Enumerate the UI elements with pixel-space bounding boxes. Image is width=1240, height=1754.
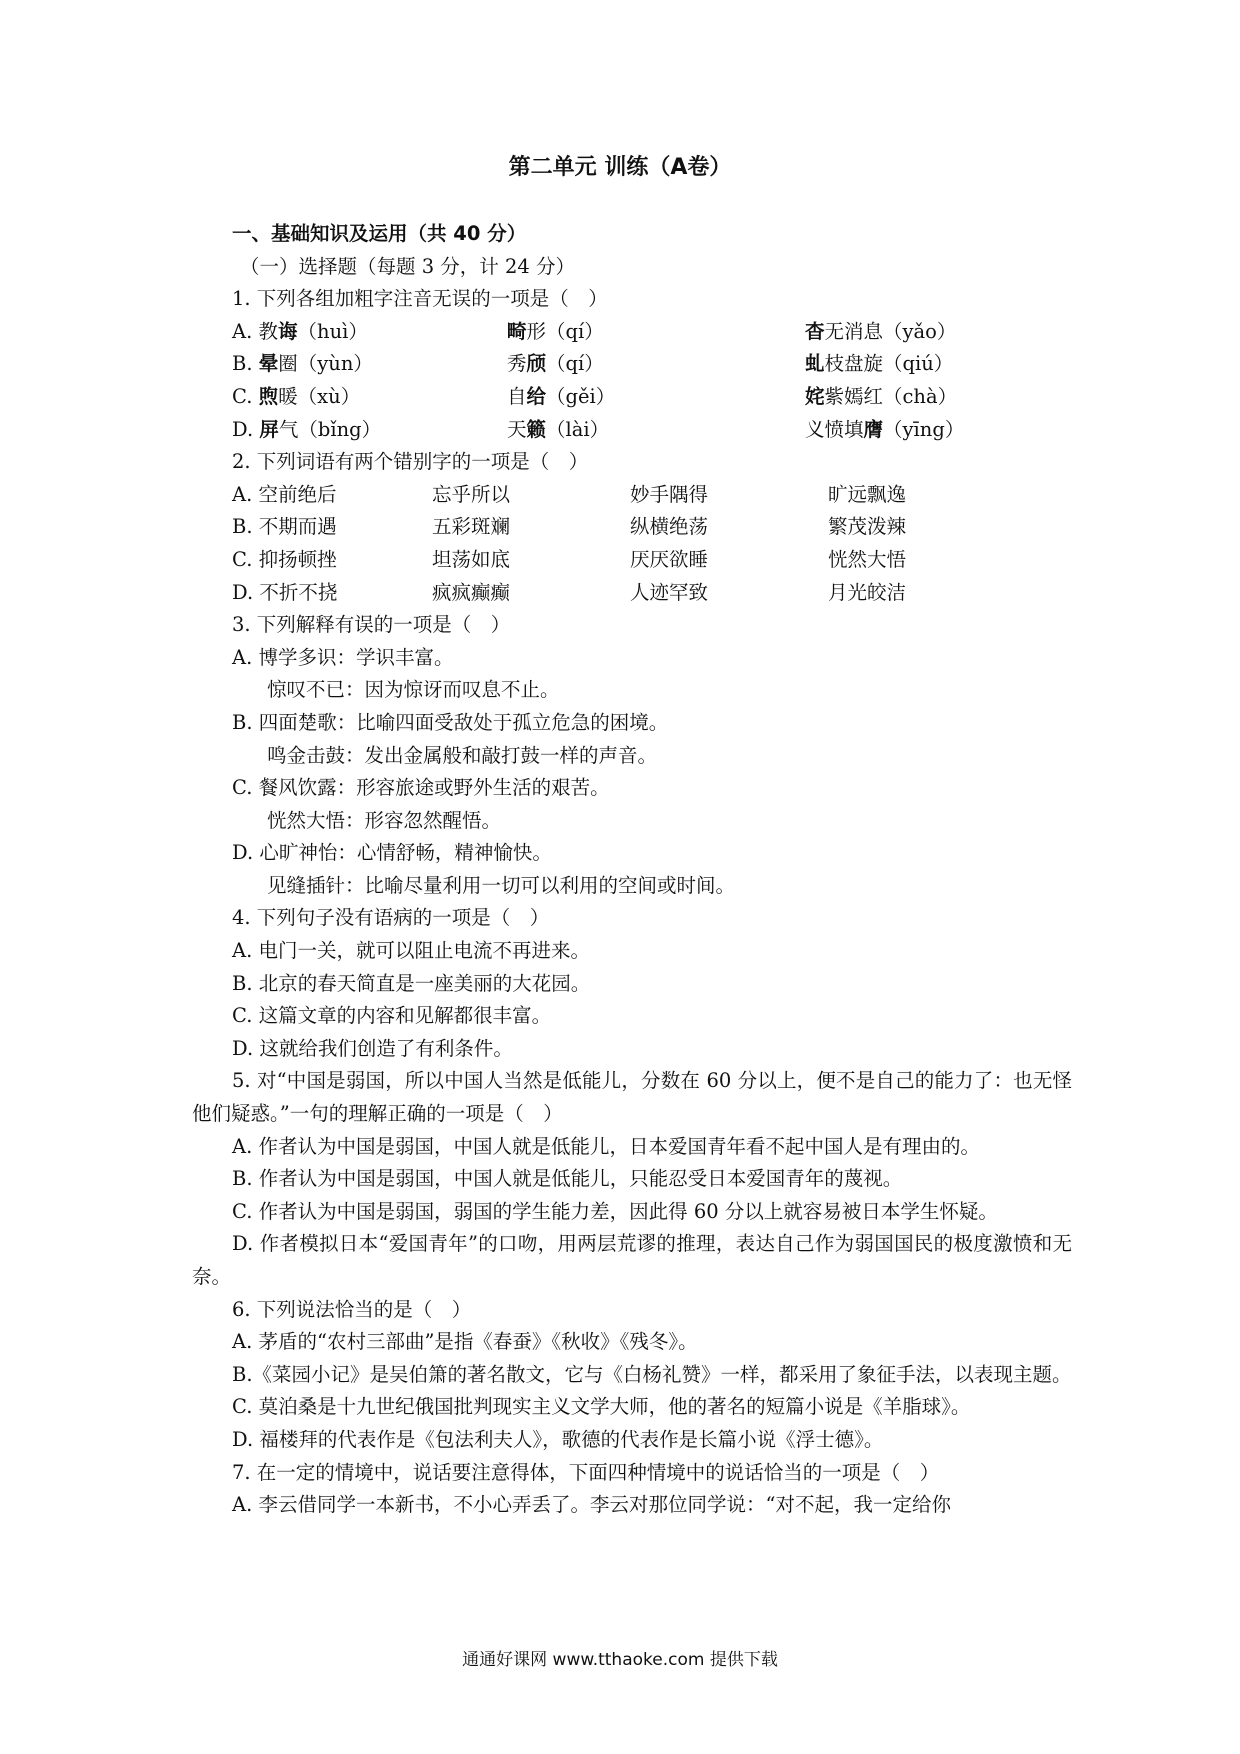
exam-content [192, 218, 1072, 1522]
q1-option-cell: 秀颀（qí） [507, 352, 604, 376]
question-4-stem: 4. 下列句子没有语病的一项是（ ） [232, 906, 550, 930]
q1-option-cell: 义愤填膺（yīng） [805, 417, 965, 441]
q3-option: A. 博学多识：学识丰富。 [232, 645, 454, 669]
q1-option-cell: B. 晕圈（yùn） [232, 352, 373, 376]
q1-option-row [192, 381, 1072, 414]
q2-word: A. 空前绝后 [232, 482, 337, 506]
q1-option-row [192, 348, 1072, 381]
q2-word: 纵横绝荡 [630, 515, 709, 539]
q2-word: 忘乎所以 [432, 482, 511, 506]
q1-option-cell: D. 屏气（bǐng） [232, 417, 382, 441]
q1-option-cell: 杳无消息（yǎo） [805, 319, 957, 343]
question-1-stem: 1. 下列各组加粗字注音无误的一项是（ ） [232, 287, 608, 311]
q5-option: A. 作者认为中国是弱国，中国人就是低能儿，日本爱国青年看不起中国人是有理由的。 [232, 1134, 980, 1158]
q2-word: D. 不折不挠 [232, 580, 338, 604]
q2-word: C. 抑扬顿挫 [232, 547, 337, 571]
q2-word: 妙手隅得 [630, 482, 709, 506]
q1-option-row [192, 316, 1072, 349]
q3-option: C. 餐风饮露：形容旅途或野外生活的艰苦。 [232, 776, 610, 800]
q5-option: B. 作者认为中国是弱国，中国人就是低能儿，只能忍受日本爱国青年的蔑视。 [232, 1167, 903, 1191]
q2-option-row [192, 511, 1072, 544]
q2-option-row [192, 544, 1072, 577]
q2-word: 旷远飘逸 [828, 482, 907, 506]
q1-option-cell: A. 教诲（huì） [232, 319, 368, 343]
q6-option: C. 莫泊桑是十九世纪俄国批判现实主义文学大师，他的著名的短篇小说是《羊脂球》。 [232, 1395, 971, 1419]
q3-option: D. 心旷神怡：心情舒畅，精神愉快。 [232, 841, 552, 865]
q4-option: C. 这篇文章的内容和见解都很丰富。 [232, 1004, 552, 1028]
q2-word: B. 不期而遇 [232, 515, 337, 539]
q6-option: D. 福楼拜的代表作是《包法利夫人》，歌德的代表作是长篇小说《浮士德》。 [232, 1427, 884, 1451]
q2-word: 月光皎洁 [828, 580, 907, 604]
q1-option-cell: 姹紫嫣红（chà） [805, 384, 958, 408]
q2-word: 恍然大悟 [828, 547, 907, 571]
q2-option-row [192, 577, 1072, 610]
question-5-stem: 5. 对“中国是弱国，所以中国人当然是低能儿，分数在 60 分以上，便不是自己的能力了：也无怪他们疑惑。”一句的理解正确的一项是（ ） [192, 1069, 1072, 1126]
q3-option-continued: 惊叹不已：因为惊讶而叹息不止。 [267, 678, 560, 702]
q2-option-row [192, 479, 1072, 512]
question-7-stem: 7. 在一定的情境中，说话要注意得体，下面四种情境中的说话恰当的一项是（ ） [232, 1460, 940, 1484]
q1-option-cell: 自给（gěi） [507, 384, 616, 408]
q1-option-cell: 天籁（lài） [507, 417, 610, 441]
q1-option-cell: 虬枝盘旋（qiú） [805, 352, 954, 376]
q1-option-cell: 畸形（qí） [507, 319, 604, 343]
q2-word: 厌厌欲睡 [630, 547, 709, 571]
q7-option: A. 李云借同学一本新书，不小心弄丢了。李云对那位同学说：“对不起，我一定给你 [232, 1493, 951, 1517]
q1-option-cell: C. 煦暖（xù） [232, 384, 361, 408]
section-heading: 一、基础知识及运用（共 40 分） [232, 222, 527, 245]
q2-word: 坦荡如底 [432, 547, 511, 571]
q2-word: 繁茂泼辣 [828, 515, 907, 539]
footer-source: 通通好课网 www.tthaoke.com 提供下载 [462, 1650, 778, 1670]
page-title: 第二单元 训练（A卷） [508, 155, 732, 180]
q2-word: 疯疯癫癫 [432, 580, 511, 604]
q3-option-continued: 见缝插针：比喻尽量利用一切可以利用的空间或时间。 [267, 873, 736, 897]
q4-option: A. 电门一关，就可以阻止电流不再进来。 [232, 939, 590, 963]
q1-option-row [192, 414, 1072, 447]
q3-option: B. 四面楚歌：比喻四面受敌处于孤立危急的困境。 [232, 710, 669, 734]
q5-option: C. 作者认为中国是弱国，弱国的学生能力差，因此得 60 分以上就容易被日本学生怀疑。 [232, 1199, 998, 1223]
q2-word: 人迹罕致 [630, 580, 709, 604]
q3-option-continued: 恍然大悟：形容忽然醒悟。 [267, 808, 502, 832]
q4-option: B. 北京的春天简直是一座美丽的大花园。 [232, 971, 591, 995]
question-6-stem: 6. 下列说法恰当的是（ ） [232, 1297, 472, 1321]
q2-word: 五彩斑斓 [432, 515, 511, 539]
q5-option: D. 作者模拟日本“爱国青年”的口吻，用两层荒谬的推理，表达自己作为弱国国民的极度激愤和无奈。 [192, 1232, 1072, 1288]
q3-option-continued: 鸣金击鼓：发出金属般和敲打鼓一样的声音。 [267, 743, 658, 767]
question-3-stem: 3. 下列解释有误的一项是（ ） [232, 613, 511, 637]
question-2-stem: 2. 下列词语有两个错别字的一项是（ ） [232, 450, 589, 474]
q4-option: D. 这就给我们创造了有利条件。 [232, 1036, 513, 1060]
q6-option: A. 茅盾的“农村三部曲”是指《春蚕》《秋收》《残冬》。 [232, 1330, 698, 1354]
q6-option: B.《菜园小记》是吴伯箫的著名散文，它与《白杨礼赞》一样，都采用了象征手法，以表现主题。 [232, 1362, 1072, 1386]
subsection-heading: （一）选择题（每题 3 分，计 24 分） [240, 254, 576, 278]
